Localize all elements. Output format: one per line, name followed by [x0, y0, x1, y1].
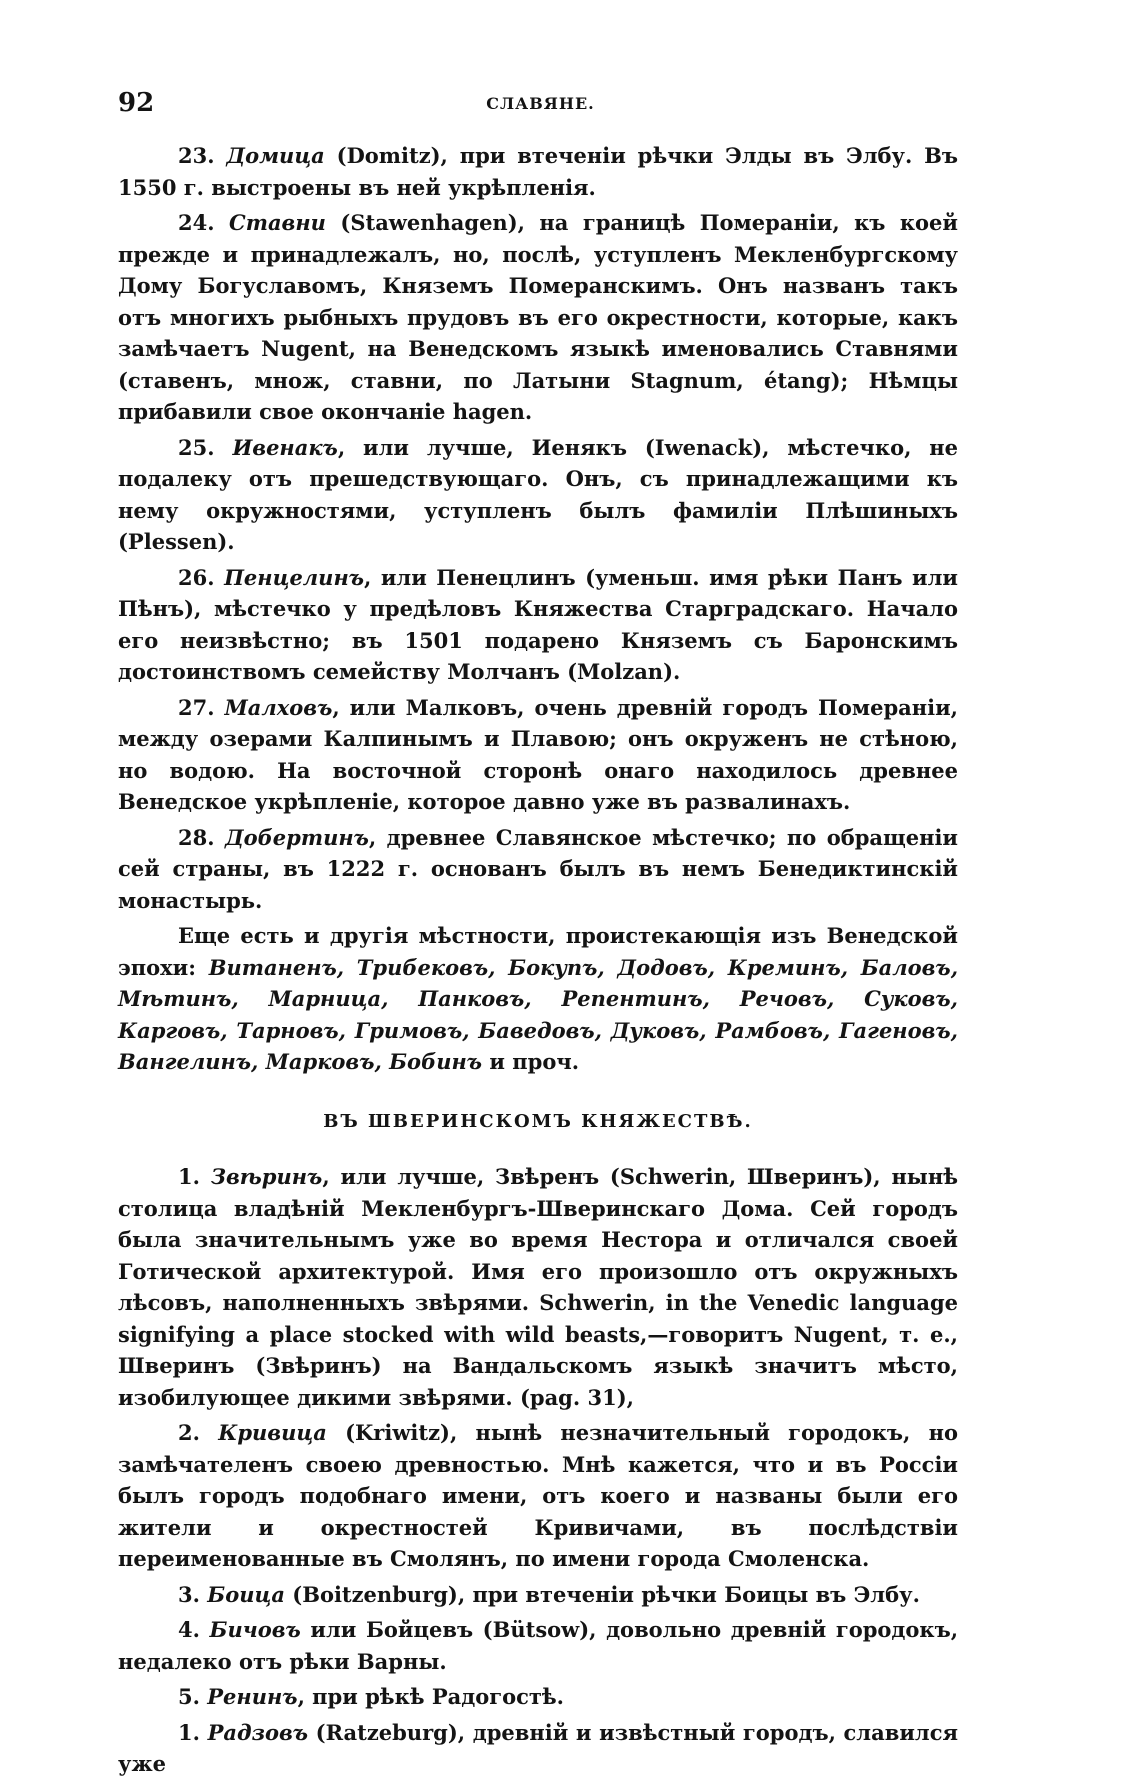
entry-26	[118, 562, 958, 688]
entry-body: (Stawenhagen), на границѣ Помераніи, къ коей прежде и принадлежалъ, но, послѣ, уступленъ Мекленбургскому Дому Богуславомъ, Княземъ Померанскимъ. Онъ названъ такъ отъ многихъ рыбныхъ прудовъ въ его окрестности, которые, какъ замѣчаетъ Nugent, на Венедскомъ языкѣ именовались Ставнями (ставенъ, множ, ставни, по Латыни Stagnum, étang); Нѣмцы прибавили свое окончаніе hagen.	[118, 210, 958, 424]
entry-place-name: Ставни	[229, 210, 326, 235]
entry-boitzenburg	[118, 1579, 958, 1611]
entry-body: (Domitz), при втеченіи рѣчки Элды въ Элбу. Въ 1550 г. выстроены въ ней укрѣпленія.	[118, 143, 958, 200]
entry-place-name: Бичовъ	[209, 1617, 301, 1642]
entry-25	[118, 432, 958, 558]
entry-body: , или лучше, Звѣренъ (Schwerin, Шверинъ), нынѣ столица владѣній Мекленбургъ-Шверинскаго Дома. Сей городъ была значительнымъ уже во время Нестора и отличался своей Готической архитектурой. Имя его произошло отъ окружныхъ лѣсовъ, наполненныхъ звѣрями. Schwerin, in the Venedic language signifying a place stocked with wild beasts,—говоритъ Nugent, т. е., Шверинъ (Звѣринъ) на Вандальскомъ языкѣ значитъ мѣсто, изобилующее дикими звѣрями. (pag. 31),	[118, 1164, 958, 1410]
entry-place-name: Пенцелинъ	[224, 564, 365, 590]
entry-place-name: Радзовъ	[207, 1719, 309, 1745]
entry-number: 23.	[178, 143, 215, 168]
entry-number: 26.	[178, 564, 215, 590]
entry-place-name: Малховъ	[224, 694, 333, 720]
body-text	[118, 140, 958, 1784]
entry-renin	[118, 1681, 958, 1713]
entry-kriwitz	[118, 1417, 958, 1575]
entry-number: 24.	[178, 210, 215, 235]
entry-body: , при рѣкѣ Радогостѣ.	[297, 1684, 564, 1709]
entry-number: 1.	[178, 1719, 200, 1745]
running-title: СЛАВЯНЕ.	[486, 94, 595, 113]
entry-number: 3.	[178, 1581, 200, 1607]
entry-number: 4.	[178, 1617, 200, 1642]
entry-number: 5.	[178, 1684, 200, 1709]
entry-place-name: Кривица	[218, 1420, 327, 1445]
entry-ratzeburg	[118, 1717, 958, 1780]
entry-place-name: Ренинъ	[207, 1684, 298, 1709]
entry-body: , или лучше, Иенякъ (Iwenack), мѣстечко, не подалеку отъ прешедствующаго. Онъ, съ принадлежащими къ нему окружностями, уступленъ былъ фамиліи Плѣшиныхъ (Plessen).	[118, 434, 958, 554]
entry-place-name: Ивенакъ	[232, 434, 338, 460]
entry-number: 27.	[178, 694, 215, 720]
entry-body: (Boitzenburg), при втеченіи рѣчки Боицы въ Элбу.	[284, 1581, 920, 1607]
entry-28	[118, 822, 958, 917]
section-heading: ВЪ ШВЕРИНСКОМЪ КНЯЖЕСТВѢ.	[323, 1110, 753, 1132]
entry-number: 1.	[178, 1164, 200, 1189]
entry-24	[118, 207, 958, 428]
entry-butsow	[118, 1614, 958, 1677]
entry-number: 2.	[178, 1420, 200, 1445]
entry-place-name: Домица	[226, 143, 325, 168]
entry-body: (Ratzeburg), древній и извѣстный городъ, славился уже	[118, 1719, 958, 1776]
entry-body: , древнее Славянское мѣстечко; по обращеніи сей страны, въ 1222 г. основанъ былъ въ немъ Бенедиктинскій монастырь.	[118, 824, 959, 913]
entry-body: (Kriwitz), нынѣ незначительный городокъ, но замѣчателенъ своею древностью. Мнѣ кажется, что и въ Россіи былъ городъ подобнаго имени, отъ коего и названы были его жители и окрестностей Кривичами, въ послѣдствіи переименованные въ Смолянъ, по имени города Смоленска.	[118, 1420, 959, 1571]
entry-body: , или Малковъ, очень древній городъ Помераніи, между озерами Калпинымъ и Плавою; онъ окруженъ не стѣною, но водою. На восточной сторонѣ онаго находилось древнее Венедское укрѣпленіе, которое давно уже въ развалинахъ.	[118, 694, 958, 814]
entry-number: 25.	[178, 434, 215, 460]
other-places-names: Витаненъ, Трибековъ, Бокупъ, Додовъ, Креминъ, Баловъ, Мѣтинъ, Марница, Панковъ, Репентинъ, Речовъ, Суковъ, Карговъ, Тарновъ, Гримовъ, Баведовъ, Дуковъ, Рамбовъ, Гагеновъ, Вангелинъ, Марковъ, Бобинъ	[118, 954, 959, 1074]
entry-number: 28.	[178, 824, 215, 850]
entry-27	[118, 692, 958, 818]
other-places-paragraph	[118, 920, 958, 1078]
entry-body: , или Пенецлинъ (уменьш. имя рѣки Панъ или Пѣнъ), мѣстечко у предѣловъ Княжества Старградскаго. Начало его неизвѣстно; въ 1501 подарено Княземъ съ Баронскимъ достоинствомъ семейству Молчанъ (Molzan).	[118, 564, 958, 684]
entry-23	[118, 140, 958, 203]
entry-body: или Бойцевъ (Bütsow), довольно древній городокъ, недалеко отъ рѣки Варны.	[118, 1617, 958, 1674]
other-places-intro: Еще есть и другія мѣстности, проистекающія изъ Венедской эпохи:	[118, 923, 958, 980]
other-places-outro: и проч.	[482, 1049, 580, 1074]
entry-schwerin	[118, 1161, 958, 1413]
page-number: 92	[118, 88, 155, 118]
entry-place-name: Звѣринъ	[210, 1164, 323, 1189]
entry-place-name: Боица	[207, 1581, 285, 1607]
entry-place-name: Добертинъ	[224, 824, 369, 850]
page-header	[118, 88, 963, 118]
